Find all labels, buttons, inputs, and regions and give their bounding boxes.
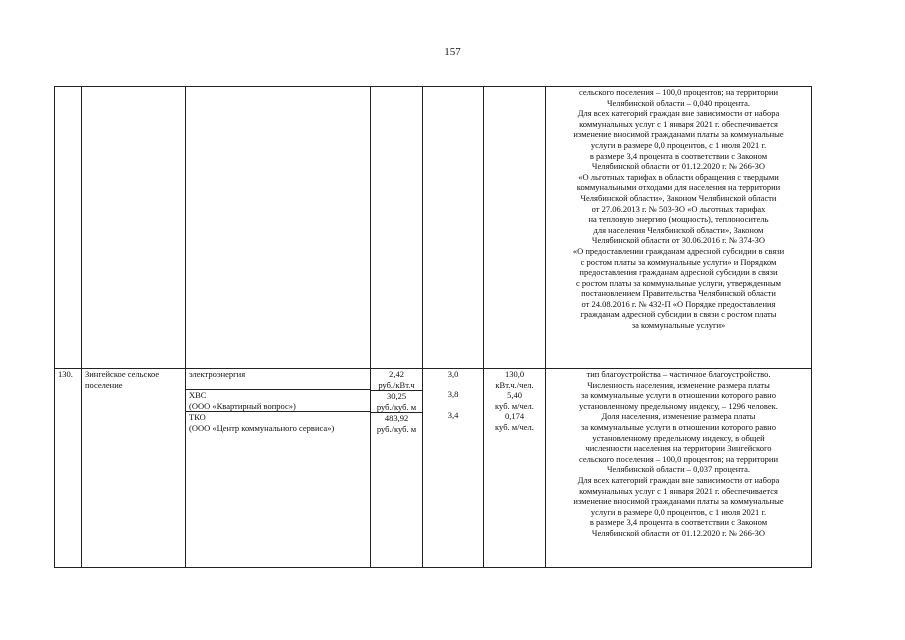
table-row — [55, 87, 812, 369]
tariff-table — [54, 86, 812, 568]
utility-label: ТКО — [189, 412, 206, 423]
row-number-cell: 130. — [55, 369, 82, 568]
info-cell: тип благоустройства – частичное благоустройство. Численность населения, изменение размера платы за коммунальные услуги в отношении которого равно установленному предельному индексу, – 1296 человек. Доля населения, изменение размера платы за коммунальные услуги в отношении которого равно установленному предельному индексу, в общей численности населения на территории Зингейского сельского поселения – 100,0 процентов; на территории Челябинской области – 0,037 процента. Для всех категорий граждан вне зависимости от набора коммунальных услуг с 1 января 2021 г. обеспечивается изменение вносимой гражданами платы за коммунальные услуги в размере 0,0 процентов, с 1 июля 2021 г. в размере 3,4 процента в соответствии с Законом Челябинской области от 01.12.2020 г. № 266-ЗО — [546, 369, 812, 568]
limit-value: 5,40 куб. м/чел. — [495, 390, 534, 411]
limit-value: 0,174 куб. м/чел. — [495, 411, 534, 432]
index-value: 3,4 — [447, 410, 459, 420]
tariff-value: 483,92 руб./куб. м — [371, 412, 422, 434]
tariff-cell — [371, 87, 423, 369]
utility-electricity — [189, 369, 367, 389]
settlement-name-cell — [82, 87, 186, 369]
tariff-value: 2,42 руб./кВт.ч — [378, 369, 415, 390]
tariff-value: 30,25 руб./куб. м — [371, 390, 422, 412]
index-value: 3,0 — [447, 369, 459, 379]
utility-cell — [186, 87, 371, 369]
page-number: 157 — [444, 46, 461, 58]
utility-cold-water — [186, 389, 370, 411]
provider-label: (ООО «Квартирный вопрос») — [189, 400, 296, 411]
row-number-cell — [55, 87, 82, 369]
utility-cell — [186, 369, 371, 568]
index-cell — [423, 369, 484, 568]
limit-value: 130,0 кВт.ч./чел. — [495, 369, 534, 390]
provider-label: (ООО «Центр коммунального сервиса») — [189, 422, 335, 433]
limit-cell — [484, 369, 546, 568]
utility-solid-waste — [186, 411, 370, 433]
table-row — [55, 369, 812, 568]
tariff-cell — [371, 369, 423, 568]
index-value: 3,8 — [447, 389, 459, 399]
utility-label: ХВС — [189, 390, 207, 400]
index-cell — [423, 87, 484, 369]
utility-label: электроэнергия — [189, 369, 246, 379]
info-cell: сельского поселения – 100,0 процентов; на территории Челябинской области – 0,040 процента. Для всех категорий граждан вне зависимости от набора коммунальных услуг с 1 января 2021 г. обеспечивается изменение вносимой гражданами платы за коммунальные услуги в размере 0,0 процентов, с 1 июля 2021 г. в размере 3,4 процента в соответствии с Законом Челябинской области от 01.12.2020 г. № 266-ЗО «О льготных тарифах в области обращения с твердыми коммунальными отходами для населения на территории Челябинской области», Законом Челябинской области от 27.06.2013 г. № 503-ЗО «О льготных тарифах на тепловую энергию (мощность), теплоноситель для населения Челябинской области», Законом Челябинской области от 30.06.2016 г. № 374-ЗО «О предоставлении гражданам адресной субсидии в связи с ростом платы за коммунальные услуги» и Порядком предоставления гражданам адресной субсидии в связи с ростом платы за коммунальные услуги, утвержденным постановлением Правительства Челябинской области от 24.08.2016 г. № 432-П «О Порядке предоставления гражданам адресной субсидии в связи с ростом платы за коммунальные услуги» — [546, 87, 812, 369]
settlement-name-cell: Зингейское сельское поселение — [82, 369, 186, 568]
limit-cell — [484, 87, 546, 369]
